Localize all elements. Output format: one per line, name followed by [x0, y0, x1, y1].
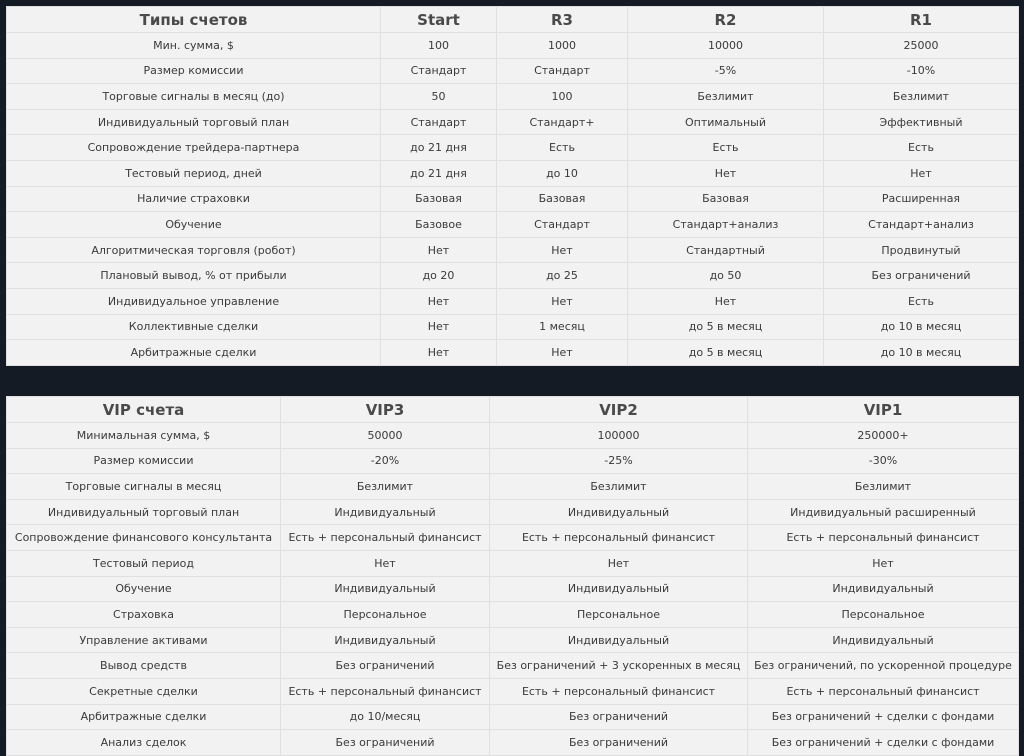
table-cell: Эффективный	[824, 109, 1019, 135]
header-cell: VIP счета	[7, 397, 281, 423]
header-cell: R2	[628, 7, 824, 33]
table-cell: Индивидуальный	[281, 499, 490, 525]
row-label-cell: Анализ сделок	[7, 730, 281, 756]
table-cell: Есть	[628, 135, 824, 161]
table-row	[7, 576, 1019, 602]
table-row	[7, 474, 1019, 500]
row-label-cell: Индивидуальное управление	[7, 288, 381, 314]
table-row	[7, 160, 1019, 186]
table-cell: Без ограничений + сделки с фондами	[748, 704, 1019, 730]
table-cell: Безлимит	[824, 84, 1019, 110]
row-label-cell: Вывод средств	[7, 653, 281, 679]
table-row	[7, 212, 1019, 238]
table-cell: 10000	[628, 33, 824, 59]
table-cell: Безлимит	[281, 474, 490, 500]
table-cell: Нет	[497, 288, 628, 314]
row-label-cell: Размер комиссии	[7, 448, 281, 474]
table-cell: Нет	[824, 160, 1019, 186]
table-cell: Есть + персональный финансист	[281, 525, 490, 551]
table-row	[7, 627, 1019, 653]
row-label-cell: Минимальная сумма, $	[7, 423, 281, 449]
table-cell: Персональное	[281, 602, 490, 628]
row-label-cell: Коллективные сделки	[7, 314, 381, 340]
table-cell: Без ограничений	[490, 730, 748, 756]
table-cell: 100	[381, 33, 497, 59]
table-row	[7, 550, 1019, 576]
row-label-cell: Страховка	[7, 602, 281, 628]
table-cell: до 5 в месяц	[628, 314, 824, 340]
table-cell: Стандарт+	[497, 109, 628, 135]
header-cell: VIP2	[490, 397, 748, 423]
table-cell: Безлимит	[748, 474, 1019, 500]
table-row	[7, 730, 1019, 756]
header-cell: R3	[497, 7, 628, 33]
table-header-row	[7, 397, 1019, 423]
table-cell: 25000	[824, 33, 1019, 59]
table-cell: до 10/месяц	[281, 704, 490, 730]
table-row	[7, 602, 1019, 628]
table-cell: -20%	[281, 448, 490, 474]
table-cell: Нет	[628, 288, 824, 314]
table-cell: до 10	[497, 160, 628, 186]
table-cell: Стандартный	[628, 237, 824, 263]
row-label-cell: Торговые сигналы в месяц (до)	[7, 84, 381, 110]
table-cell: 50	[381, 84, 497, 110]
table-cell: Базовая	[628, 186, 824, 212]
header-cell: R1	[824, 7, 1019, 33]
row-label-cell: Плановый вывод, % от прибыли	[7, 263, 381, 289]
table-cell: Без ограничений	[281, 653, 490, 679]
table-cell: Есть + персональный финансист	[490, 525, 748, 551]
table-cell: Персональное	[748, 602, 1019, 628]
table-cell: Индивидуальный	[748, 576, 1019, 602]
table-cell: Нет	[381, 288, 497, 314]
table-cell: 100	[497, 84, 628, 110]
table-cell: Без ограничений	[281, 730, 490, 756]
row-label-cell: Обучение	[7, 212, 381, 238]
table-cell: -5%	[628, 58, 824, 84]
row-label-cell: Управление активами	[7, 627, 281, 653]
table-row	[7, 340, 1019, 366]
vip-accounts-table	[6, 396, 1019, 756]
table-cell: Базовая	[381, 186, 497, 212]
table-row	[7, 653, 1019, 679]
table-cell: до 10 в месяц	[824, 314, 1019, 340]
table-cell: Без ограничений + сделки с фондами	[748, 730, 1019, 756]
table-cell: Без ограничений, по ускоренной процедуре	[748, 653, 1019, 679]
table-cell: Стандарт	[381, 58, 497, 84]
table-cell: 250000+	[748, 423, 1019, 449]
table-cell: Индивидуальный	[490, 499, 748, 525]
table-row	[7, 525, 1019, 551]
table-cell: Есть + персональный финансист	[748, 525, 1019, 551]
table-row	[7, 186, 1019, 212]
table-cell: -30%	[748, 448, 1019, 474]
table-cell: Индивидуальный	[281, 576, 490, 602]
row-label-cell: Тестовый период, дней	[7, 160, 381, 186]
table-cell: Есть	[824, 288, 1019, 314]
row-label-cell: Арбитражные сделки	[7, 340, 381, 366]
table-cell: до 25	[497, 263, 628, 289]
row-label-cell: Размер комиссии	[7, 58, 381, 84]
table-cell: Стандарт	[497, 212, 628, 238]
table-cell: Без ограничений + 3 ускоренных в месяц	[490, 653, 748, 679]
table-row	[7, 678, 1019, 704]
table-cell: Есть	[824, 135, 1019, 161]
table-cell: Стандарт+анализ	[824, 212, 1019, 238]
table-cell: до 21 дня	[381, 135, 497, 161]
table-cell: 1000	[497, 33, 628, 59]
table-row	[7, 448, 1019, 474]
row-label-cell: Индивидуальный торговый план	[7, 109, 381, 135]
table-row	[7, 288, 1019, 314]
row-label-cell: Арбитражные сделки	[7, 704, 281, 730]
table-cell: Стандарт	[497, 58, 628, 84]
row-label-cell: Наличие страховки	[7, 186, 381, 212]
row-label-cell: Тестовый период	[7, 550, 281, 576]
row-label-cell: Сопровождение трейдера-партнера	[7, 135, 381, 161]
header-cell: VIP3	[281, 397, 490, 423]
row-label-cell: Торговые сигналы в месяц	[7, 474, 281, 500]
table-cell: Базовая	[497, 186, 628, 212]
header-cell: Типы счетов	[7, 7, 381, 33]
table-cell: 1 месяц	[497, 314, 628, 340]
table-cell: Есть	[497, 135, 628, 161]
table-row	[7, 109, 1019, 135]
table-cell: Оптимальный	[628, 109, 824, 135]
table-cell: -10%	[824, 58, 1019, 84]
table-cell: Продвинутый	[824, 237, 1019, 263]
row-label-cell: Секретные сделки	[7, 678, 281, 704]
table-row	[7, 499, 1019, 525]
table-cell: до 21 дня	[381, 160, 497, 186]
row-label-cell: Алгоритмическая торговля (робот)	[7, 237, 381, 263]
table-cell: Стандарт+анализ	[628, 212, 824, 238]
table-cell: Нет	[497, 340, 628, 366]
table-cell: Нет	[490, 550, 748, 576]
account-types-table	[6, 6, 1019, 366]
table-cell: Нет	[748, 550, 1019, 576]
header-cell: VIP1	[748, 397, 1019, 423]
table-cell: Есть + персональный финансист	[748, 678, 1019, 704]
table-cell: Нет	[381, 314, 497, 340]
table-cell: до 20	[381, 263, 497, 289]
table-cell: Индивидуальный	[281, 627, 490, 653]
table-row	[7, 263, 1019, 289]
table-cell: до 50	[628, 263, 824, 289]
table-cell: Нет	[281, 550, 490, 576]
table-cell: -25%	[490, 448, 748, 474]
table-cell: Безлимит	[628, 84, 824, 110]
table-cell: Безлимит	[490, 474, 748, 500]
row-label-cell: Индивидуальный торговый план	[7, 499, 281, 525]
table-cell: до 10 в месяц	[824, 340, 1019, 366]
table-cell: Нет	[381, 237, 497, 263]
table-cell: Есть + персональный финансист	[490, 678, 748, 704]
table-cell: Нет	[497, 237, 628, 263]
table-cell: Индивидуальный расширенный	[748, 499, 1019, 525]
row-label-cell: Обучение	[7, 576, 281, 602]
table-row	[7, 704, 1019, 730]
table-cell: Индивидуальный	[490, 627, 748, 653]
table-cell: до 5 в месяц	[628, 340, 824, 366]
table-cell: Без ограничений	[824, 263, 1019, 289]
table-row	[7, 84, 1019, 110]
table-cell: Нет	[381, 340, 497, 366]
header-cell: Start	[381, 7, 497, 33]
table-row	[7, 237, 1019, 263]
table-cell: Индивидуальный	[748, 627, 1019, 653]
table-cell: Персональное	[490, 602, 748, 628]
table-header-row	[7, 7, 1019, 33]
table-row	[7, 135, 1019, 161]
table-cell: Без ограничений	[490, 704, 748, 730]
table-cell: 100000	[490, 423, 748, 449]
table-cell: Есть + персональный финансист	[281, 678, 490, 704]
row-label-cell: Сопровождение финансового консультанта	[7, 525, 281, 551]
table-cell: Нет	[628, 160, 824, 186]
table-row	[7, 314, 1019, 340]
table-cell: 50000	[281, 423, 490, 449]
table-cell: Стандарт	[381, 109, 497, 135]
row-label-cell: Мин. сумма, $	[7, 33, 381, 59]
table-cell: Расширенная	[824, 186, 1019, 212]
table-cell: Базовое	[381, 212, 497, 238]
table-cell: Индивидуальный	[490, 576, 748, 602]
table-row	[7, 58, 1019, 84]
table-row	[7, 33, 1019, 59]
table-row	[7, 423, 1019, 449]
